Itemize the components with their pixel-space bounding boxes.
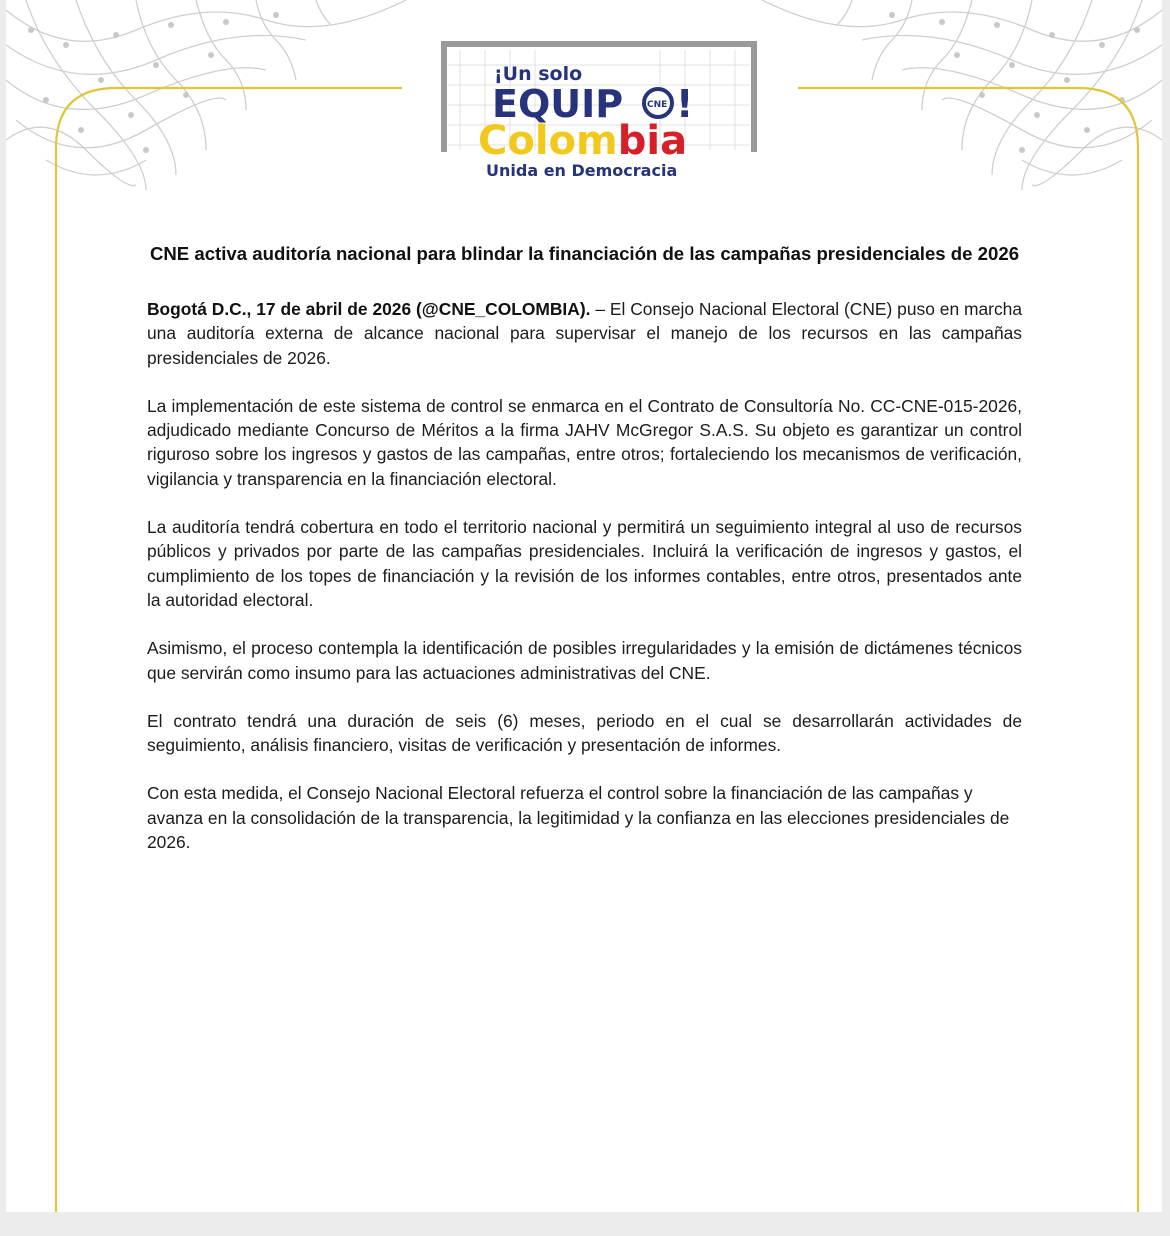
logo-badge: CNE — [647, 100, 668, 110]
logo-tagline: Unida en Democracia — [486, 161, 678, 180]
logo-line2: EQUIP — [492, 82, 624, 126]
paragraph-4: El contrato tendrá una duración de seis (6) meses, periodo en el cual se desarrollarán actividades de seguimiento, análisis financiero, visitas de verificación y presentación de informes. — [147, 710, 1022, 756]
article-headline: CNE activa auditoría nacional para blindar la financiación de las campañas presidenciales de 2026 — [149, 243, 1020, 264]
lead-text: – El Consejo Nacional Electoral (CNE) puso en marcha una auditoría externa de alcance nacional para supervisar el manejo de los recursos en las campañas presidenciales de 2026. — [147, 299, 1022, 368]
paragraph-1: La implementación de este sistema de control se enmarca en el Contrato de Consultoría No. CC-CNE-015-2026, adjudicado mediante Concurso de Méritos a la firma JAHV McGregor S.A.S. Su objeto es garantizar un control riguroso sobre los ingresos y gastos de las campañas, entre otros; fortaleciendo los mecanismos de verificación, vigilancia y transparencia en la financiación electoral. — [147, 395, 1022, 489]
paragraph-5: Con esta medida, el Consejo Nacional Electoral refuerza el control sobre la financiación de las campañas y avanza en la consolidación de la transparencia, la legitimidad y la confianza en las elecciones presidenciales de 2026. — [147, 783, 1010, 853]
logo-line3-part2: bia — [617, 118, 688, 164]
article-dateline: Bogotá D.C., 17 de abril de 2026 (@CNE_COLOMBIA). — [147, 299, 591, 319]
logo-line3-part1: Colom — [478, 118, 618, 164]
article-body — [147, 240, 1022, 878]
paragraph-3: Asimismo, el proceso contempla la identificación de posibles irregularidades y la emisión de dictámenes técnicos que servirán como insumo para las actuaciones administrativas del CNE. — [147, 638, 1022, 683]
lead-paragraph — [147, 297, 1022, 370]
page-bottom-margin — [0, 1212, 1170, 1236]
logo-exclaim: ! — [676, 82, 694, 126]
logo-line1: ¡Un solo — [494, 63, 583, 85]
press-release-page — [6, 0, 1162, 1212]
cne-campaign-logo — [440, 40, 758, 190]
paragraph-2: La auditoría tendrá cobertura en todo el territorio nacional y permitirá un seguimiento integral al uso de recursos públicos y privados por parte de las campañas presidenciales. Incluirá la verificación de ingresos y gastos, el cumplimiento de los topes de financiación y la revisión de los informes contables, entre otros, presentados ante la autoridad electoral. — [147, 517, 1022, 610]
svg-text:Colombia — [478, 118, 687, 164]
